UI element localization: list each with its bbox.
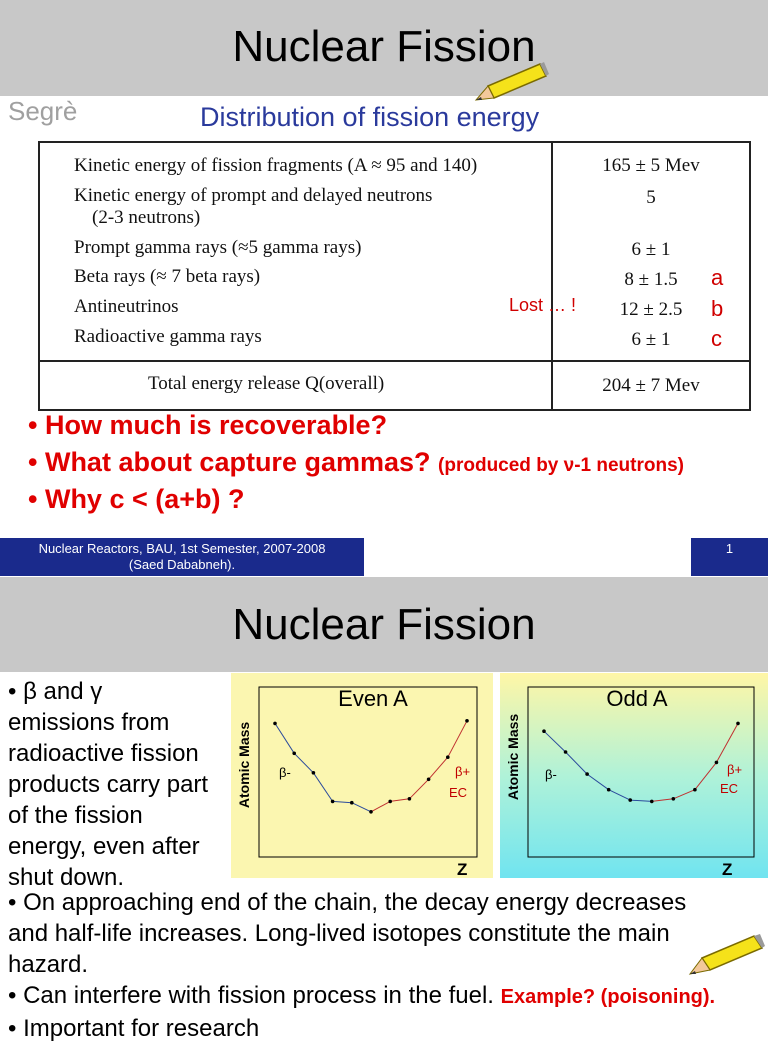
bullet-note: (produced by ν-1 neutrons)	[438, 455, 684, 476]
table-row-label: Kinetic energy of fission fragments (A ≈ 95 and 140)	[74, 155, 478, 176]
beta-minus-label: β-	[279, 765, 291, 780]
slide2-title-bar	[0, 577, 768, 672]
table-row-label: Kinetic energy of prompt and delayed neutrons	[74, 185, 433, 206]
data-point	[672, 797, 676, 801]
text-line: radioactive fission	[8, 740, 199, 767]
beta-plus-label: β+	[727, 762, 743, 777]
text-line: emissions from	[8, 709, 170, 736]
footer-course	[0, 538, 364, 576]
table-row-value: 12 ± 2.5	[619, 299, 683, 320]
table-row-label: Radioactive gamma rays	[74, 326, 262, 347]
data-point	[650, 800, 654, 804]
bullet-line: • On approaching end of the chain, the decay energy decreases	[8, 889, 687, 916]
data-point	[273, 722, 277, 726]
data-point	[446, 755, 450, 759]
bullet-line: • Important for research	[8, 1015, 260, 1042]
data-point	[715, 761, 719, 765]
slide1-subtitle: Distribution of fission energy	[200, 102, 540, 132]
data-point	[388, 800, 392, 804]
energy-table	[38, 141, 751, 411]
text-line: products carry part	[8, 771, 209, 798]
data-point	[427, 778, 431, 782]
text-line: • β and γ	[8, 678, 103, 705]
data-point	[369, 810, 373, 814]
table-divider-horizontal	[40, 360, 749, 362]
chart-title: Odd A	[606, 686, 668, 711]
bullet-line	[8, 980, 715, 1013]
data-point	[312, 771, 316, 775]
table-row-value: 6 ± 1	[631, 239, 671, 260]
data-point	[292, 752, 296, 756]
table-row-value: 6 ± 1	[631, 329, 671, 350]
marker-c: c	[711, 326, 722, 351]
bullet-text: • Can interfere with fission process in the fuel.	[8, 982, 494, 1009]
data-point	[331, 800, 335, 804]
slide1-title: Nuclear Fission	[232, 22, 536, 71]
data-point	[628, 798, 632, 802]
table-row-value: 165 ± 5 Mev	[602, 155, 700, 176]
total-label: Total energy release Q(overall)	[148, 373, 385, 394]
slide2-title: Nuclear Fission	[232, 600, 536, 649]
data-point	[736, 722, 740, 726]
beta-minus-label: β-	[545, 767, 557, 782]
table-row-label: Beta rays (≈ 7 beta rays)	[74, 266, 261, 287]
pencil-icon	[686, 930, 766, 980]
data-point	[564, 750, 568, 754]
table-row-value: 5	[646, 187, 656, 208]
beta-plus-label: β+	[455, 764, 471, 779]
text-line: shut down.	[8, 864, 125, 891]
data-point	[350, 801, 354, 805]
question-bullet	[28, 484, 245, 515]
page-number: 1	[691, 538, 768, 576]
marker-b: b	[711, 296, 724, 321]
data-point	[585, 772, 589, 776]
ec-label: EC	[449, 785, 468, 800]
bullet-line: and half-life increases. Long-lived isotopes constitute the main	[8, 920, 670, 947]
lost-note: Lost … !	[509, 295, 577, 315]
question-bullet	[28, 410, 387, 441]
bullet-text: • How much is recoverable?	[28, 410, 388, 440]
bullet-line: hazard.	[8, 951, 89, 978]
bullet-text: • What about capture gammas?	[28, 447, 431, 477]
footer-line2: (Saed Dababneh).	[128, 557, 236, 572]
data-point	[465, 719, 469, 723]
poisoning-note: Example? (poisoning).	[500, 986, 716, 1008]
x-axis-label: Z	[722, 860, 733, 878]
data-point	[542, 729, 546, 733]
table-row-label-continued: (2-3 neutrons)	[92, 207, 201, 228]
question-bullet	[28, 447, 684, 478]
data-point	[607, 788, 611, 792]
x-axis-label: Z	[457, 860, 468, 878]
text-line: of the fission	[8, 802, 143, 829]
total-value: 204 ± 7 Mev	[602, 375, 700, 396]
bullets-block	[8, 887, 715, 1044]
table-row-value: 8 ± 1.5	[624, 269, 678, 290]
odd-a-chart	[500, 673, 768, 878]
footer-line1: Nuclear Reactors, BAU, 1st Semester, 2007-2008	[38, 541, 326, 556]
slide1-title-bar	[0, 0, 768, 96]
data-point	[693, 788, 697, 792]
y-axis-label: Atomic Mass	[505, 713, 521, 801]
bullet-text: • Why c < (a+b) ?	[28, 484, 245, 514]
text-line: energy, even after	[8, 833, 200, 860]
even-a-chart	[231, 673, 493, 878]
table-row-label: Antineutrinos	[74, 296, 179, 317]
chart-title: Even A	[338, 686, 408, 711]
y-axis-label: Atomic Mass	[236, 721, 252, 809]
left-paragraph	[8, 676, 208, 893]
table-row-label: Prompt gamma rays (≈5 gamma rays)	[74, 237, 362, 258]
ec-label: EC	[720, 781, 739, 796]
marker-a: a	[711, 265, 724, 290]
author-label: Segrè	[8, 96, 78, 126]
data-point	[408, 797, 412, 801]
